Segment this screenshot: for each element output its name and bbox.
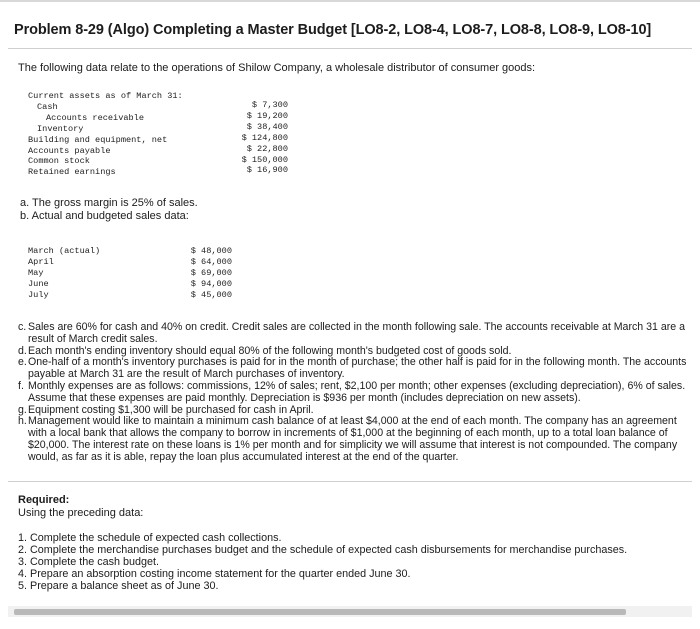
- sales-month-value: $ 94,000: [190, 278, 232, 289]
- sales-labels: [28, 246, 100, 301]
- note-text: Equipment costing $1,300 will be purchased for cash in April.: [28, 403, 314, 416]
- sales-month-label: April: [28, 256, 54, 267]
- inventory-value: $ 38,400: [246, 121, 288, 132]
- required-subheading: Using the preceding data:: [18, 507, 144, 519]
- sales-month-value: $ 69,000: [190, 267, 232, 278]
- note-text: One-half of a month's inventory purchases is paid for in the month of purchase; the other half is paid for in the following month. The accounts payable at March 31 are the result of March purchases of inventory.: [28, 356, 687, 381]
- balance-sheet-labels: [28, 91, 183, 178]
- inventory-label: Inventory: [37, 123, 84, 134]
- accounts-payable-label: Accounts payable: [28, 145, 111, 156]
- facts-a-b: [20, 197, 198, 223]
- note-text: Each month's ending inventory should equal 80% of the following month's budgeted cost of goods sold.: [28, 344, 512, 357]
- note-h: [18, 416, 690, 463]
- common-stock-label: Common stock: [28, 156, 90, 167]
- note-letter: f.: [18, 379, 24, 392]
- sales-month-value: $ 64,000: [190, 256, 232, 267]
- note-text: Monthly expenses are as follows: commissions, 12% of sales; rent, $2,100 per month; other expenses (excluding depreciation), 6% of sales. Assume that these expenses are paid monthly. Depreciation is $936 per month (includes depreciation on new assets).: [28, 379, 686, 404]
- task-item: 2. Complete the merchandise purchases budget and the schedule of expected cash disbursements for merchandise purchases.: [18, 543, 628, 556]
- cash-value: $ 7,300: [251, 100, 288, 110]
- note-letter: g.: [18, 403, 27, 416]
- sales-month-label: May: [28, 267, 44, 278]
- balance-sheet-heading: Current assets as of March 31:: [28, 91, 183, 101]
- notes-list: [18, 322, 690, 464]
- note-letter: c.: [18, 321, 27, 333]
- cash-label: Cash: [37, 101, 58, 112]
- note-letter: d.: [18, 344, 27, 357]
- task-item: 4. Prepare an absorption costing income statement for the quarter ended June 30.: [18, 567, 411, 580]
- horizontal-scrollbar-thumb[interactable]: [14, 609, 626, 615]
- sales-month-value: $ 48,000: [190, 246, 232, 256]
- accounts-receivable-label: Accounts receivable: [46, 112, 144, 123]
- note-f: [18, 381, 690, 405]
- intro-text: The following data relate to the operations of Shilow Company, a wholesale distributor of consumer goods:: [18, 62, 536, 74]
- sales-month-value: $ 45,000: [190, 289, 232, 300]
- accounts-receivable-value: $ 19,200: [246, 110, 288, 121]
- fact-a: a. The gross margin is 25% of sales.: [20, 197, 198, 209]
- sales-month-label: July: [28, 289, 49, 300]
- building-equipment-value: $ 124,800: [241, 132, 288, 143]
- accounts-payable-value: $ 22,800: [246, 143, 288, 154]
- title-divider: [8, 48, 692, 49]
- note-letter: h.: [18, 415, 27, 428]
- note-text: Sales are 60% for cash and 40% on credit. Credit sales are collected in the month following sale. The accounts receivable at March 31 are a result of March credit sales.: [28, 321, 685, 345]
- problem-title: Problem 8-29 (Algo) Completing a Master Budget [LO8-2, LO8-4, LO8-7, LO8-8, LO8-9, LO8-10]: [14, 22, 652, 38]
- required-heading: Required:: [18, 494, 70, 506]
- common-stock-value: $ 150,000: [241, 154, 288, 165]
- sales-month-label: June: [28, 278, 49, 289]
- note-text: Management would like to maintain a minimum cash balance of at least $4,000 at the end of each month. The company has an agreement with a local bank that allows the company to borrow in increments of $1,000 at the beginning of each month, up to a total loan balance of $20,000. The interest rate on these loans is 1% per month and for simplicity we will assume that interest is not compounded. The company would, as far as it is able, repay the loan plus accumulated interest at the end of the quarter.: [28, 415, 678, 463]
- note-e: [18, 357, 690, 381]
- top-border: [0, 0, 700, 2]
- task-item: 1. Complete the schedule of expected cash collections.: [18, 532, 282, 544]
- balance-sheet-values: [230, 100, 288, 176]
- retained-earnings-value: $ 16,900: [246, 165, 288, 176]
- sales-month-label: March (actual): [28, 246, 101, 256]
- sales-values: [180, 246, 232, 301]
- fact-b: b. Actual and budgeted sales data:: [20, 210, 189, 222]
- building-equipment-label: Building and equipment, net: [28, 134, 168, 145]
- required-tasks: [18, 533, 627, 593]
- retained-earnings-label: Retained earnings: [28, 167, 116, 178]
- note-c: [18, 322, 690, 346]
- task-item: 3. Complete the cash budget.: [18, 555, 160, 568]
- note-letter: e.: [18, 356, 27, 369]
- required-section: [18, 494, 143, 520]
- required-divider: [8, 481, 692, 482]
- task-item: 5. Prepare a balance sheet as of June 30.: [18, 579, 219, 592]
